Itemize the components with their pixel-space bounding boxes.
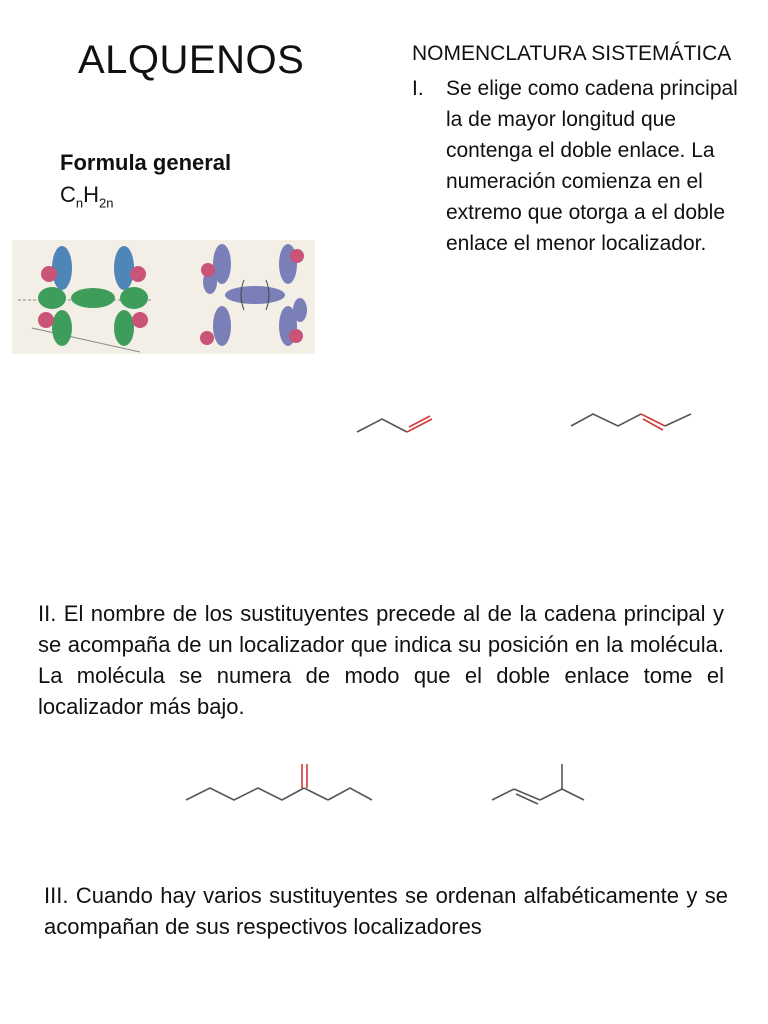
orbital-diagram [12,240,315,354]
formula-c-subscript: n [75,195,84,211]
rule-3-text: III. Cuando hay varios sustituyentes se ordenan alfabéticamente y se acompañan de sus respectivos localizadores [44,883,728,939]
general-formula [60,182,113,210]
molecule-2-hexene [569,406,695,432]
formula-h: H [83,182,100,207]
page-title: ALQUENOS [78,38,305,82]
rule-1 [412,73,752,259]
rule-1-text: Se elige como cadena principal la de mayor longitud que contenga el doble enlace. La numeración comienza en el extremo que otorga a el doble enlace el menor localizador. [446,77,738,255]
sigma-orbital-model [18,246,152,352]
nomenclature-heading: NOMENCLATURA SISTEMÁTICA [412,42,732,65]
formula-label: Formula general [60,150,232,175]
molecule-1-butene [355,405,435,437]
orbital-illustration [12,240,315,354]
molecule-4-methyl-2-pentene [490,760,586,805]
molecule-methylene-chain [184,760,374,805]
formula-h-subscript: 2n [99,195,114,211]
formula-c: C [60,182,76,207]
rule-2-text: II. El nombre de los sustituyentes precede al de la cadena principal y se acompaña de un localizador que indica su posición en la molécula. La molécula se numera de modo que el doble enlace tome el localizador más bajo. [38,601,724,719]
pi-orbital-model [200,244,307,346]
rule-1-number: I. [412,77,424,100]
